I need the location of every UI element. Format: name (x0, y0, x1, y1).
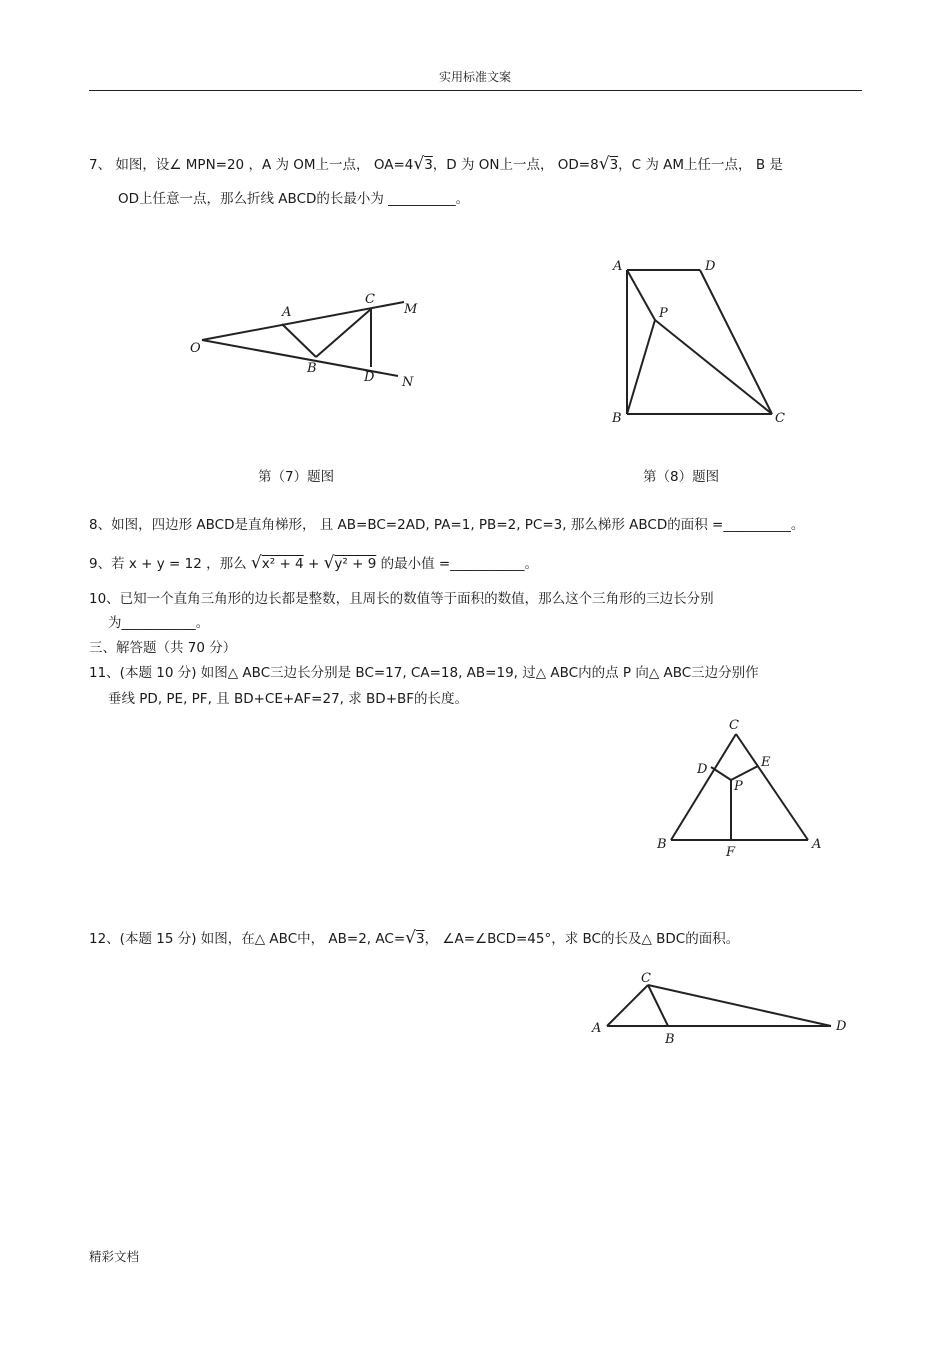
sqrt-sign: √ (405, 928, 416, 948)
q9-expression-1: x² + 4 (261, 556, 304, 572)
fig8-label-p: P (659, 306, 668, 321)
q7-radicand-1: 3 (424, 157, 433, 173)
fig12-label-c: C (641, 971, 651, 986)
figure-8-caption: 第（8）题图 (643, 469, 720, 485)
question-7-line-2: OD上任意一点，那么折线 ABCD的长最小为 __________。 (118, 191, 470, 207)
fig7-label-c: C (365, 292, 375, 307)
sqrt-sign: √ (250, 553, 262, 573)
page-footer: 精彩文档 (89, 1249, 140, 1264)
fig11-label-b: B (657, 837, 667, 852)
sqrt-sign: √ (413, 154, 425, 174)
fig7-label-d: D (364, 370, 375, 385)
q12-radicand: 3 (415, 931, 425, 947)
fig12-label-d: D (836, 1019, 847, 1034)
q12-prefix: 12、(本题 15 分) 如图，在△ ABC中， AB=2, AC= (89, 931, 406, 947)
fig11-label-p: P (734, 779, 743, 794)
fig11-label-a: A (812, 837, 822, 852)
figure-7-caption: 第（7）题图 (258, 469, 335, 485)
fig11-label-f: F (726, 845, 736, 860)
fig11-label-d: D (697, 762, 708, 777)
question-11-line-2: 垂线 PD, PE, PF, 且 BD+CE+AF=27, 求 BD+BF的长度。 (108, 691, 469, 707)
segment-cb (648, 985, 668, 1026)
question-11-line-1: 11、(本题 10 分) 如图△ ABC三边长分别是 BC=17, CA=18, AB=19, 过△ ABC内的点 P 向△ ABC三边分别作 (89, 665, 759, 681)
segment-ac (607, 985, 648, 1026)
q9-suffix: 的最小值 =___________。 (380, 556, 538, 572)
fig7-label-a: A (282, 305, 292, 320)
segment-cd (648, 985, 831, 1026)
fig7-label-o: O (190, 341, 201, 356)
fig8-label-a: A (613, 259, 623, 274)
question-10-line-2: 为___________。 (108, 615, 210, 631)
sqrt-sign: √ (598, 154, 610, 174)
fig7-label-b: B (307, 361, 317, 376)
question-8: 8、如图，四边形 ABCD是直角梯形， 且 AB=BC=2AD, PA=1, PB=2, PC=3, 那么梯形 ABCD的面积 =__________。 (89, 517, 805, 533)
fig8-label-b: B (612, 411, 622, 426)
q7-text-a: 7、 如图，设∠ MPN=20 ，A 为 OM上一点， OA=4 (89, 157, 414, 173)
q9-expression-2: y² + 9 (334, 556, 377, 572)
question-10-line-1: 10、已知一个直角三角形的边长都是整数，且周长的数值等于面积的数值，那么这个三角形的三边长分别 (89, 591, 714, 607)
fig11-label-e: E (761, 755, 771, 770)
q9-plus: + (307, 556, 320, 572)
fig12-label-b: B (665, 1032, 675, 1047)
fig8-label-c: C (775, 411, 785, 426)
fig11-label-c: C (729, 718, 739, 733)
q12-suffix: ， ∠A=∠BCD=45°，求 BC的长及△ BDC的面积。 (424, 931, 740, 947)
q9-prefix: 9、若 x + y = 12 ，那么 (89, 556, 247, 572)
page-header: 实用标准文案 (438, 70, 511, 84)
q7-text-c: ，C 为 AM上任一点， B 是 (618, 157, 783, 173)
q7-radicand-2: 3 (609, 157, 619, 173)
fig12-label-a: A (592, 1021, 602, 1036)
q7-text-b: ，D 为 ON上一点， OD=8 (432, 157, 599, 173)
sqrt-sign: √ (323, 553, 335, 573)
fig8-label-d: D (705, 259, 716, 274)
section-3-title: 三、解答题（共 70 分） (89, 640, 237, 656)
fig7-label-n: N (402, 375, 414, 390)
fig7-label-m: M (404, 302, 418, 317)
